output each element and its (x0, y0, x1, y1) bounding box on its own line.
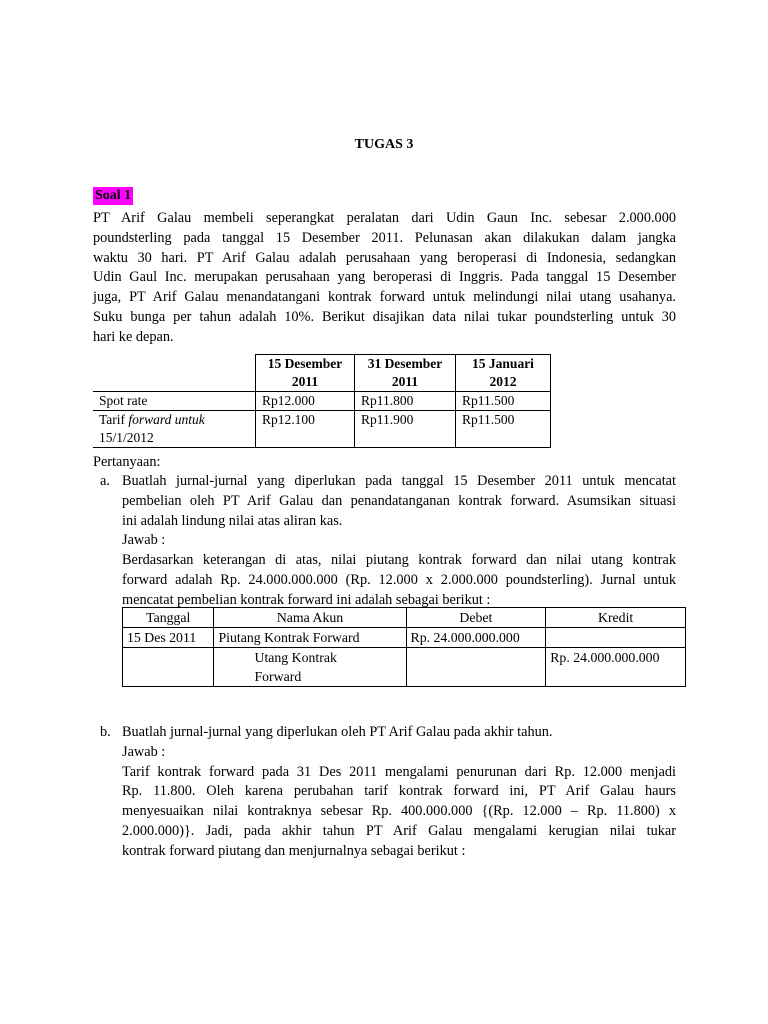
paragraph-line: waktu 30 hari. PT Arif Galau adalah perusahaan yang beroperasi di Indonesia, sedangkan (93, 249, 676, 266)
question-line: ini adalah lindung nilai atas aliran kas. (122, 512, 343, 529)
paragraph-line: juga, PT Arif Galau menandatangani kontrak forward untuk melindungi nilai utang usahanya. (93, 289, 676, 306)
question-line: Buatlah jurnal-jurnal yang diperlukan oleh PT Arif Galau pada akhir tahun. (122, 724, 553, 740)
table-cell: Rp11.900 (355, 411, 456, 448)
answer-line: mencatat pembelian kontrak forward ini adalah sebagai berikut : (122, 591, 491, 608)
paragraph-line: poundsterling pada tanggal 15 Desember 2011. Pelunasan akan dilakukan dalam jangka (93, 229, 676, 246)
table-header: Tanggal (123, 608, 214, 628)
account-text: Forward (254, 669, 302, 684)
table-row (93, 392, 551, 411)
intro-paragraph (93, 209, 676, 348)
paragraph-line: PT Arif Galau membeli seperangkat peralatan dari Udin Gaun Inc. sebesar 2.000.000 (93, 210, 676, 226)
table-header (256, 355, 355, 392)
answer-label: Jawab : (122, 743, 166, 760)
table-header: Nama Akun (214, 608, 406, 628)
table-header: Kredit (546, 608, 686, 628)
question-a (122, 472, 676, 611)
table-cell: Piutang Kontrak Forward (214, 628, 406, 648)
table-header-row (123, 608, 686, 628)
table-header (456, 355, 551, 392)
table-cell: 15 Des 2011 (123, 628, 214, 648)
question-line: Buatlah jurnal-jurnal yang diperlukan pada tanggal 15 Desember 2011 untuk mencatat (122, 473, 676, 489)
table-cell (406, 648, 546, 687)
question-b (122, 723, 676, 862)
paragraph-line: hari ke depan. (93, 328, 174, 345)
list-marker: a. (100, 473, 110, 489)
table-cell: Rp12.100 (256, 411, 355, 448)
table-cell: Rp. 24.000.000.000 (406, 628, 546, 648)
header-text: 15 Desember 2011 (267, 356, 343, 389)
table-cell: Rp12.000 (256, 392, 355, 411)
table-cell: Rp11.500 (456, 392, 551, 411)
table-header (355, 355, 456, 392)
label-text: 15/1/2012 (99, 430, 154, 445)
label-text: Tarif (99, 412, 129, 427)
answer-line: 2.000.000)}. Jadi, pada akhir tahun PT Arif Galau mengalami kerugian nilai tukar (122, 822, 676, 839)
account-text: Utang Kontrak (254, 650, 337, 665)
answer-line: Rp. 11.800. Oleh karena perubahan tarif kontrak forward ini, PT Arif Galau haurs (122, 783, 676, 800)
table-row (123, 628, 686, 648)
header-text: 31 Desember 2011 (367, 356, 443, 389)
table-cell (214, 648, 406, 687)
answer-line: forward adalah Rp. 24.000.000.000 (Rp. 12.000 x 2.000.000 poundsterling). Jurnal untuk (122, 571, 676, 588)
journal-table (122, 607, 686, 687)
table-header-blank (93, 355, 256, 392)
answer-line: Tarif kontrak forward pada 31 Des 2011 mengalami penurunan dari Rp. 12.000 menjadi (122, 763, 676, 780)
table-row (123, 648, 686, 687)
question-heading-highlight: Soal 1 (95, 188, 132, 203)
answer-label: Jawab : (122, 532, 166, 549)
list-marker: b. (100, 724, 111, 740)
table-cell: Rp. 24.000.000.000 (546, 648, 686, 687)
exchange-rate-table (93, 354, 551, 448)
table-row (93, 411, 551, 448)
question-line: pembelian oleh PT Arif Galau dan penandatanganan kontrak forward. Asumsikan situasi (122, 492, 676, 509)
header-text: 15 Januari 2012 (472, 356, 534, 389)
table-header: Debet (406, 608, 546, 628)
row-label: Spot rate (93, 392, 256, 411)
table-cell (546, 628, 686, 648)
page-title: TUGAS 3 (354, 137, 414, 152)
paragraph-line: Suku bunga per tahun adalah 10%. Berikut disajikan data nilai tukar poundsterling untuk 30 (93, 308, 676, 325)
answer-line: kontrak forward piutang dan menjurnalnya sebagai berikut : (122, 842, 466, 859)
paragraph-line: Udin Gaul Inc. merupakan perusahaan yang beroperasi di Inggris. Pada tanggal 15 Desember (93, 269, 676, 286)
questions-label: Pertanyaan: (93, 454, 161, 470)
row-label (93, 411, 256, 448)
label-italic-text: forward untuk (128, 412, 205, 427)
table-cell: Rp11.800 (355, 392, 456, 411)
table-cell: Rp11.500 (456, 411, 551, 448)
answer-line: Berdasarkan keterangan di atas, nilai piutang kontrak forward dan nilai utang kontrak (122, 552, 676, 569)
answer-line: menyesuaikan nilai kontraknya sebesar Rp. 400.000.000 {(Rp. 12.000 – Rp. 11.800) x (122, 803, 676, 820)
table-cell (123, 648, 214, 687)
